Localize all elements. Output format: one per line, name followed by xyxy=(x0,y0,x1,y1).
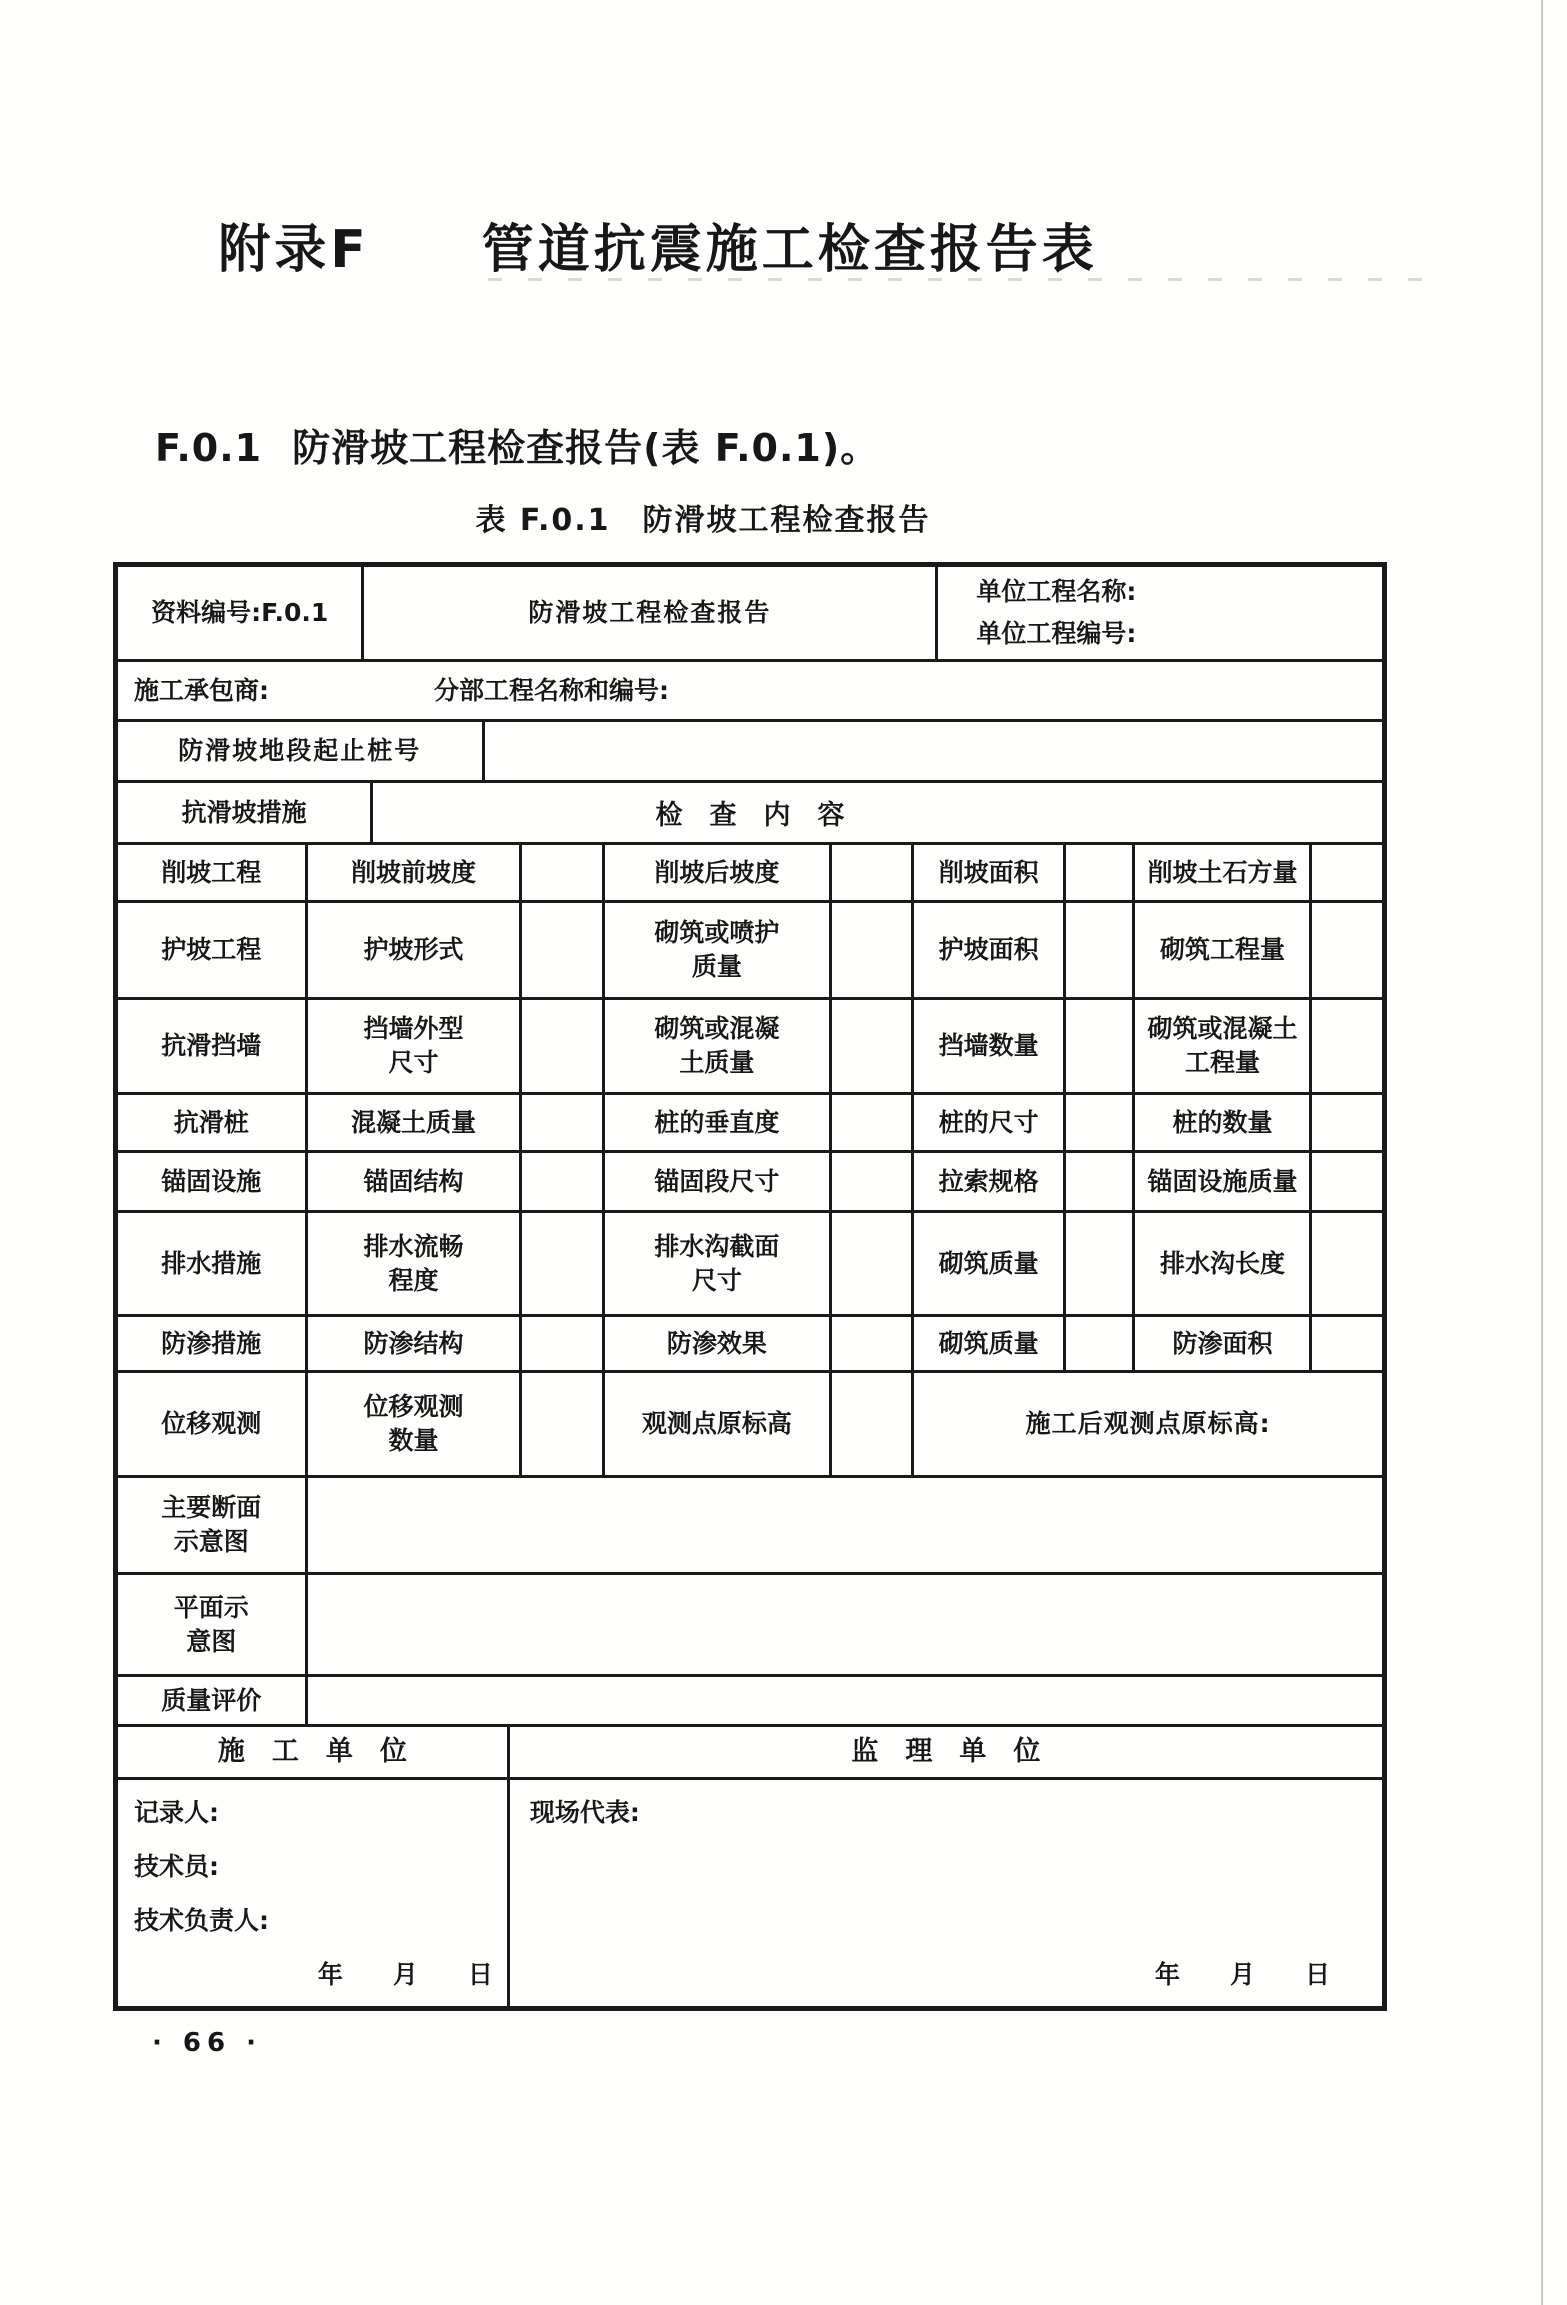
category-cell: 锚固设施 xyxy=(118,1153,308,1210)
table-row-stake-number xyxy=(118,722,1382,783)
check-value-cell xyxy=(832,1153,914,1210)
content-header-label: 检 查 内 容 xyxy=(655,800,845,831)
check-label-cell: 削坡面积 xyxy=(914,845,1066,900)
page-scan-edge xyxy=(1541,0,1543,2305)
check-value-cell xyxy=(1312,1317,1382,1370)
table-row-measures-header xyxy=(118,783,1382,845)
check-value-cell xyxy=(522,1317,604,1370)
check-label-cell: 砌筑质量 xyxy=(914,1317,1066,1370)
category-cell: 削坡工程 xyxy=(118,845,308,900)
page-number: · 66 · xyxy=(152,2028,263,2058)
check-label-cell: 砌筑工程量 xyxy=(1135,903,1312,997)
construction-unit-header: 施 工 单 位 xyxy=(118,1727,510,1777)
section-text: 防滑坡工程检查报告(表 F.0.1)。 xyxy=(292,426,880,470)
category-cell: 排水措施 xyxy=(118,1213,308,1314)
check-value-cell xyxy=(1066,903,1136,997)
check-label-cell: 桩的垂直度 xyxy=(605,1095,833,1150)
check-value-cell xyxy=(832,1317,914,1370)
stake-number-label-cell: 防滑坡地段起止桩号 xyxy=(118,722,485,780)
check-label-cell: 位移观测 数量 xyxy=(308,1373,523,1475)
check-label-cell: 锚固设施质量 xyxy=(1135,1153,1312,1210)
check-label-cell: 混凝土质量 xyxy=(308,1095,523,1150)
check-value-cell xyxy=(522,1373,604,1475)
check-label-cell: 挡墙外型 尺寸 xyxy=(308,1000,523,1092)
table-row xyxy=(118,845,1382,903)
check-value-cell xyxy=(1066,1153,1136,1210)
check-label-cell: 锚固段尺寸 xyxy=(605,1153,833,1210)
check-label-cell: 桩的尺寸 xyxy=(914,1095,1066,1150)
quality-value-cell xyxy=(308,1677,1382,1724)
check-label-cell: 桩的数量 xyxy=(1135,1095,1312,1150)
check-value-cell xyxy=(1066,1000,1136,1092)
section-number: F.0.1 xyxy=(155,426,263,470)
check-value-cell xyxy=(1066,1095,1136,1150)
unit-project-cell: 单位工程名称: 单位工程编号: xyxy=(976,577,1137,648)
post-construction-elevation-cell: 施工后观测点原标高: xyxy=(1025,1409,1271,1438)
check-value-cell xyxy=(1312,1213,1382,1314)
table-row-displacement xyxy=(118,1373,1382,1478)
construction-signature-cell xyxy=(118,1780,510,2006)
check-value-cell xyxy=(1312,845,1382,900)
check-label-cell: 砌筑质量 xyxy=(914,1213,1066,1314)
check-label-cell: 砌筑或混凝 土质量 xyxy=(605,1000,833,1092)
appendix-title: 附录F 管道抗震施工检查报告表 xyxy=(218,220,1098,280)
check-label-cell: 排水流畅 程度 xyxy=(308,1213,523,1314)
check-label-cell: 防渗结构 xyxy=(308,1317,523,1370)
table-row xyxy=(118,903,1382,1000)
inspection-report-table xyxy=(113,562,1387,2011)
supervision-unit-header: 监 理 单 位 xyxy=(851,1736,1041,1767)
report-title-cell: 防滑坡工程检查报告 xyxy=(364,567,938,659)
category-cell: 护坡工程 xyxy=(118,903,308,997)
measures-label-cell: 抗滑坡措施 xyxy=(118,783,373,842)
check-value-cell xyxy=(522,1213,604,1314)
category-cell: 抗滑桩 xyxy=(118,1095,308,1150)
sketch-area-cell xyxy=(308,1478,1382,1572)
contractor-label: 施工承包商: xyxy=(134,675,269,705)
supervision-date-label: 年 月 日 xyxy=(1154,1960,1330,1989)
check-label-cell: 排水沟长度 xyxy=(1135,1213,1312,1314)
check-label-cell: 削坡前坡度 xyxy=(308,845,523,900)
sketch-label-cell: 主要断面 示意图 xyxy=(118,1478,308,1572)
category-cell: 防渗措施 xyxy=(118,1317,308,1370)
check-label-cell: 排水沟截面 尺寸 xyxy=(605,1213,833,1314)
recorder-label: 记录人: xyxy=(134,1798,219,1827)
table-row-signatures xyxy=(118,1780,1382,2006)
check-value-cell xyxy=(832,1373,914,1475)
check-value-cell xyxy=(522,845,604,900)
sketch-label-cell: 平面示 意图 xyxy=(118,1575,308,1674)
table-row xyxy=(118,1317,1382,1373)
section-heading xyxy=(155,424,879,472)
table-row-quality xyxy=(118,1677,1382,1727)
table-row xyxy=(118,1153,1382,1213)
category-cell: 抗滑挡墙 xyxy=(118,1000,308,1092)
check-label-cell: 防渗面积 xyxy=(1135,1317,1312,1370)
quality-label-cell: 质量评价 xyxy=(118,1677,308,1724)
check-value-cell xyxy=(1312,903,1382,997)
construction-date-label: 年 月 日 xyxy=(317,1960,493,1989)
table-row-header xyxy=(118,567,1382,662)
supervision-signature-cell xyxy=(510,1780,1382,2006)
check-label-cell: 拉索规格 xyxy=(914,1153,1066,1210)
table-row-plan-sketch xyxy=(118,1575,1382,1677)
check-value-cell xyxy=(522,1095,604,1150)
check-value-cell xyxy=(832,1095,914,1150)
content-header-cell xyxy=(373,783,1382,842)
table-row xyxy=(118,1213,1382,1317)
division-project-label: 分部工程名称和编号: xyxy=(434,675,669,705)
table-row xyxy=(118,1095,1382,1153)
check-label-cell: 削坡土石方量 xyxy=(1135,845,1312,900)
check-value-cell xyxy=(832,903,914,997)
check-value-cell xyxy=(1312,1000,1382,1092)
table-row-section-sketch xyxy=(118,1478,1382,1575)
check-label-cell: 挡墙数量 xyxy=(914,1000,1066,1092)
check-value-cell xyxy=(522,903,604,997)
check-value-cell xyxy=(1312,1153,1382,1210)
check-label-cell: 防渗效果 xyxy=(605,1317,833,1370)
check-value-cell xyxy=(522,1153,604,1210)
contractor-cell xyxy=(118,662,1382,719)
check-value-cell xyxy=(832,845,914,900)
check-label-cell: 锚固结构 xyxy=(308,1153,523,1210)
table-row-unit-headers xyxy=(118,1727,1382,1780)
category-cell: 位移观测 xyxy=(118,1373,308,1475)
check-label-cell: 砌筑或混凝土 工程量 xyxy=(1135,1000,1312,1092)
table-row-contractor xyxy=(118,662,1382,722)
technician-label: 技术员: xyxy=(134,1852,219,1881)
doc-number-cell: 资料编号:F.0.1 xyxy=(118,567,364,659)
technical-director-label: 技术负责人: xyxy=(134,1906,269,1935)
site-representative-label: 现场代表: xyxy=(529,1798,640,1827)
check-value-cell xyxy=(522,1000,604,1092)
check-value-cell xyxy=(832,1000,914,1092)
check-value-cell xyxy=(1066,1317,1136,1370)
check-value-cell xyxy=(1066,845,1136,900)
table-row xyxy=(118,1000,1382,1095)
check-label-cell: 护坡形式 xyxy=(308,903,523,997)
check-value-cell xyxy=(832,1213,914,1314)
check-value-cell xyxy=(1312,1095,1382,1150)
check-label-cell: 砌筑或喷护 质量 xyxy=(605,903,833,997)
stake-number-value-cell xyxy=(485,722,1382,780)
check-label-cell: 护坡面积 xyxy=(914,903,1066,997)
check-label-cell: 观测点原标高 xyxy=(605,1373,833,1475)
sketch-area-cell xyxy=(308,1575,1382,1674)
table-caption: 表 F.0.1 防滑坡工程检查报告 xyxy=(475,503,931,538)
check-label-cell: 削坡后坡度 xyxy=(605,845,833,900)
check-value-cell xyxy=(1066,1213,1136,1314)
